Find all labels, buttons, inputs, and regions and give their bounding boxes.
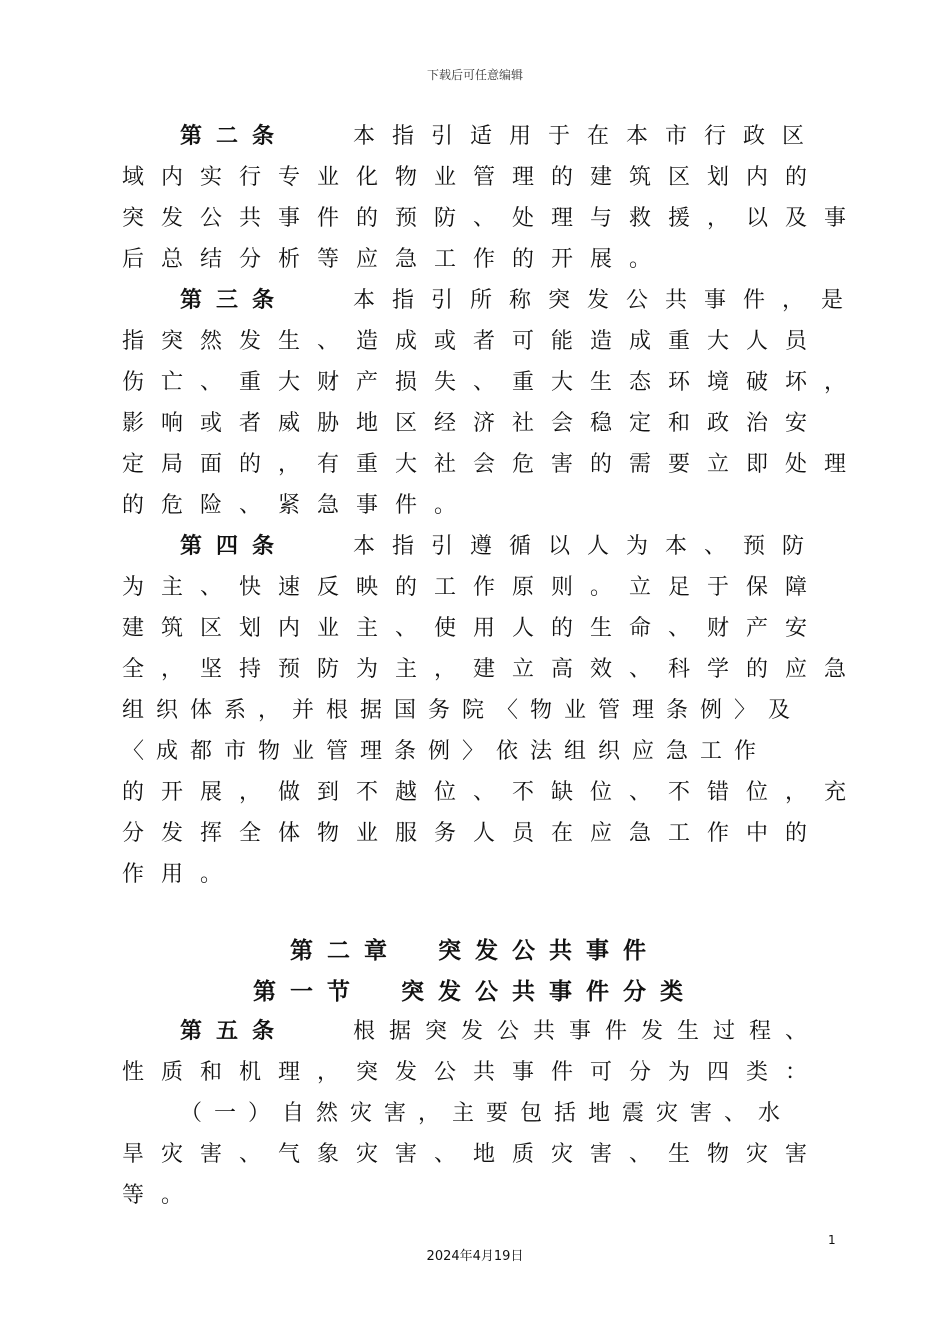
article-2-line-3: 突发公共事件的预防、处理与救援，以及事: [122, 206, 864, 231]
section-title: 第一节 突发公共事件分类: [253, 979, 697, 1005]
article-4-text: 本指引遵循以人为本、预防: [353, 534, 822, 559]
article-4-line-8: 分发挥全体物业服务人员在应急工作中的: [122, 821, 825, 846]
article-3-text: 本指引所称突发公共事件，是: [353, 288, 861, 313]
article-4-line-9: 作用。: [122, 862, 240, 887]
item-1-line-1: （一）自然灾害，主要包括地震灾害、水: [180, 1101, 793, 1126]
article-2-line-4: 后总结分析等应急工作的开展。: [122, 247, 669, 272]
article-3-label: 第三条: [180, 288, 289, 313]
article-2-line-2: 域内实行专业化物业管理的建筑区划内的: [122, 165, 825, 190]
item-1-line-3: 等。: [122, 1183, 201, 1208]
article-3-line-5: 定局面的，有重大社会危害的需要立即处理: [122, 452, 864, 477]
article-2-label: 第二条: [180, 124, 289, 149]
article-3-line-3: 伤亡、重大财产损失、重大生态环境破坏，: [122, 370, 864, 395]
article-3-line-6: 的危险、紧急事件。: [122, 493, 474, 518]
article-3-line-2: 指突然发生、造成或者可能造成重大人员: [122, 329, 825, 354]
footer-date: 2024年4月19日: [426, 1249, 524, 1264]
article-4-line-2: 为主、快速反映的工作原则。立足于保障: [122, 575, 825, 600]
article-2-text: 本指引适用于在本市行政区: [353, 124, 822, 149]
article-4-line-5: 组织体系，并根据国务院〈物业管理条例〉及: [122, 698, 803, 723]
item-1-line-2: 旱灾害、气象灾害、地质灾害、生物灾害: [122, 1142, 825, 1167]
article-3-line-4: 影响或者威胁地区经济社会稳定和政治安: [122, 411, 825, 436]
chapter-title: 第二章 突发公共事件: [290, 938, 660, 964]
page-number: 1: [828, 1233, 836, 1247]
article-4-line-3: 建筑区划内业主、使用人的生命、财产安: [122, 616, 825, 641]
page-header: 下载后可任意编辑: [426, 68, 523, 82]
article-4-line-4: 全，坚持预防为主，建立高效、科学的应急: [122, 657, 864, 682]
article-4-line-6: 〈成都市物业管理条例〉依法组织应急工作: [122, 739, 769, 764]
article-4-line-7: 的开展，做到不越位、不缺位、不错位，充: [122, 780, 864, 805]
article-5-text: 根据突发公共事件发生过程、: [353, 1019, 822, 1044]
article-5-label: 第五条: [180, 1019, 289, 1044]
article-4-label: 第四条: [180, 534, 289, 559]
article-5-line-2: 性质和机理，突发公共事件可分为四类：: [122, 1060, 825, 1085]
